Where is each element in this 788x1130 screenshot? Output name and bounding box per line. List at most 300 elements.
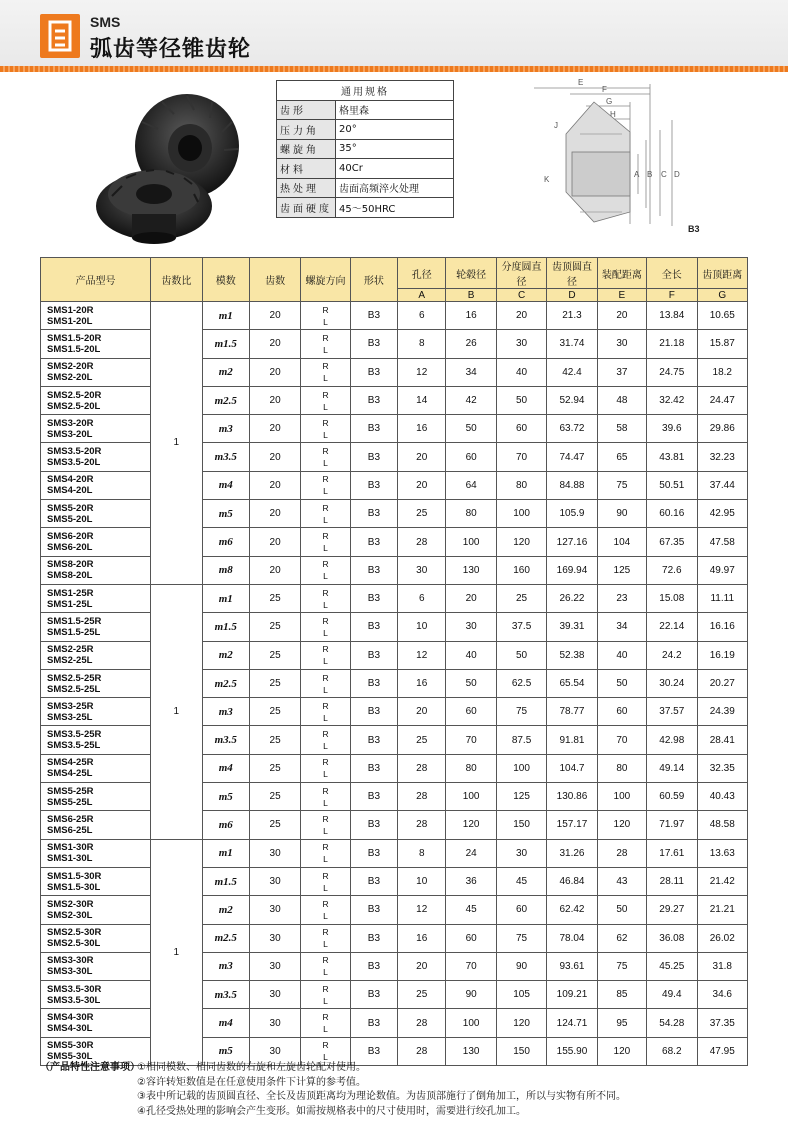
diagram-label: C — [661, 170, 667, 179]
dimension-b-cell: 34 — [446, 358, 496, 386]
shape-cell: B3 — [350, 302, 397, 330]
model-code-left: SMS2-20L — [47, 372, 93, 384]
diagram-label: B — [647, 170, 653, 179]
diagram-label: H — [610, 110, 616, 119]
spec-value: 45～50HRC — [336, 198, 454, 218]
dimension-d-cell: 84.88 — [547, 471, 597, 499]
dimension-a-cell: 6 — [398, 302, 446, 330]
dimension-c-cell: 125 — [496, 783, 546, 811]
shape-cell: B3 — [350, 698, 397, 726]
table-row — [41, 358, 748, 386]
helix-direction-cell — [301, 386, 350, 414]
direction-left: L — [323, 684, 328, 695]
direction-left: L — [323, 967, 328, 978]
dimension-e-cell: 20 — [597, 302, 646, 330]
module-cell: m6 — [202, 811, 249, 839]
model-code-right: SMS4-20R — [47, 474, 94, 486]
note-line: ③表中所记载的齿顶圆直径、全长及齿顶距离均为理论数值。为齿顶部施行了倒角加工，所以与实物有所不同。 — [137, 1091, 626, 1102]
dimension-b-cell: 100 — [446, 1009, 496, 1037]
dimension-a-cell: 20 — [398, 471, 446, 499]
column-header: 孔径 — [398, 258, 446, 289]
direction-right: R — [322, 955, 329, 966]
dimension-a-cell: 8 — [398, 330, 446, 358]
dimension-d-cell: 52.94 — [547, 386, 597, 414]
dimension-a-cell: 10 — [398, 867, 446, 895]
column-header: 螺旋方向 — [301, 258, 350, 302]
teeth-cell: 30 — [249, 896, 300, 924]
model-code-left: SMS3-25L — [47, 711, 93, 723]
dimension-d-cell: 31.74 — [547, 330, 597, 358]
table-row — [41, 471, 748, 499]
helix-direction-cell — [301, 443, 350, 471]
model-code-left: SMS3.5-25L — [47, 740, 101, 752]
dimension-e-cell: 75 — [597, 952, 646, 980]
dimension-e-cell: 23 — [597, 584, 646, 612]
model-cell — [41, 443, 151, 471]
direction-left: L — [323, 373, 328, 384]
column-header: 形状 — [350, 258, 397, 302]
dimension-c-cell: 70 — [496, 443, 546, 471]
model-code-left: SMS4-20L — [47, 485, 93, 497]
dimension-c-cell: 75 — [496, 924, 546, 952]
module-cell: m2.5 — [202, 924, 249, 952]
model-code-left: SMS2.5-30L — [47, 938, 101, 950]
dimension-a-cell: 12 — [398, 641, 446, 669]
dimension-a-cell: 6 — [398, 584, 446, 612]
dimension-g-cell: 42.95 — [697, 500, 748, 528]
shape-cell: B3 — [350, 867, 397, 895]
shape-cell: B3 — [350, 556, 397, 584]
dimension-a-cell: 25 — [398, 500, 446, 528]
dimension-d-cell: 127.16 — [547, 528, 597, 556]
model-code-left: SMS3.5-20L — [47, 457, 101, 469]
model-code-right: SMS4-30R — [47, 1012, 94, 1024]
direction-left: L — [323, 741, 328, 752]
shape-cell: B3 — [350, 1037, 397, 1065]
column-subheader: E — [597, 289, 646, 302]
direction-left: L — [323, 939, 328, 950]
dimension-b-cell: 24 — [446, 839, 496, 867]
dimension-e-cell: 60 — [597, 698, 646, 726]
helix-direction-cell — [301, 471, 350, 499]
teeth-cell: 30 — [249, 867, 300, 895]
model-code-left: SMS2-30L — [47, 909, 93, 921]
direction-left: L — [323, 769, 328, 780]
module-cell: m3 — [202, 415, 249, 443]
model-cell — [41, 528, 151, 556]
dimension-b-cell: 50 — [446, 415, 496, 443]
model-cell — [41, 584, 151, 612]
dimension-c-cell: 20 — [496, 302, 546, 330]
dimension-a-cell: 28 — [398, 528, 446, 556]
module-cell: m3.5 — [202, 981, 249, 1009]
gear-ratio-cell: 1 — [151, 839, 202, 1065]
dimension-d-cell: 157.17 — [547, 811, 597, 839]
module-cell: m2 — [202, 358, 249, 386]
dimension-g-cell: 16.19 — [697, 641, 748, 669]
model-code-right: SMS5-25R — [47, 785, 94, 797]
teeth-cell: 20 — [249, 528, 300, 556]
dimension-d-cell: 104.7 — [547, 754, 597, 782]
model-cell — [41, 330, 151, 358]
direction-right: R — [322, 389, 329, 400]
dimension-d-cell: 52.38 — [547, 641, 597, 669]
direction-right: R — [322, 1040, 329, 1051]
dimension-f-cell: 37.57 — [647, 698, 697, 726]
direction-right: R — [322, 898, 329, 909]
dimension-g-cell: 47.58 — [697, 528, 748, 556]
module-cell: m3 — [202, 698, 249, 726]
dimension-g-cell: 16.16 — [697, 613, 748, 641]
model-code-left: SMS8-20L — [47, 570, 93, 582]
direction-right: R — [322, 842, 329, 853]
shape-cell: B3 — [350, 584, 397, 612]
table-row — [41, 443, 748, 471]
module-cell: m5 — [202, 1037, 249, 1065]
dimension-g-cell: 20.27 — [697, 669, 748, 697]
dimension-c-cell: 25 — [496, 584, 546, 612]
note-line: ②容许转矩数值是在任意使用条件下计算的参考值。 — [137, 1076, 366, 1088]
dimension-g-cell: 21.42 — [697, 867, 748, 895]
model-code-left: SMS1.5-30L — [47, 881, 101, 893]
dimension-b-cell: 20 — [446, 584, 496, 612]
dimension-b-cell: 100 — [446, 528, 496, 556]
spec-key: 螺旋角 — [277, 139, 336, 159]
dimension-b-cell: 36 — [446, 867, 496, 895]
dimension-a-cell: 20 — [398, 443, 446, 471]
module-cell: m3.5 — [202, 443, 249, 471]
direction-right: R — [322, 757, 329, 768]
dimension-a-cell: 16 — [398, 415, 446, 443]
helix-direction-cell — [301, 981, 350, 1009]
dimension-g-cell: 15.87 — [697, 330, 748, 358]
model-code-left: SMS5-25L — [47, 796, 93, 808]
helix-direction-cell — [301, 641, 350, 669]
diagram-label: F — [602, 85, 607, 94]
teeth-cell: 20 — [249, 358, 300, 386]
helix-direction-cell — [301, 330, 350, 358]
helix-direction-cell — [301, 867, 350, 895]
dimension-g-cell: 24.47 — [697, 386, 748, 414]
model-cell — [41, 924, 151, 952]
model-cell — [41, 386, 151, 414]
shape-cell: B3 — [350, 386, 397, 414]
direction-right: R — [322, 644, 329, 655]
dimension-a-cell: 30 — [398, 556, 446, 584]
dimension-f-cell: 29.27 — [647, 896, 697, 924]
dimension-g-cell: 11.11 — [697, 584, 748, 612]
column-header: 产品型号 — [41, 258, 151, 302]
model-code-left: SMS2.5-20L — [47, 400, 101, 412]
dimension-diagram — [526, 74, 710, 238]
dimension-e-cell: 75 — [597, 471, 646, 499]
dimension-b-cell: 45 — [446, 896, 496, 924]
shape-cell: B3 — [350, 952, 397, 980]
dimension-a-cell: 28 — [398, 1037, 446, 1065]
spec-key: 齿面硬度 — [277, 198, 336, 218]
model-code-right: SMS1-25R — [47, 587, 94, 599]
spec-key: 齿形 — [277, 100, 336, 120]
dimension-b-cell: 120 — [446, 811, 496, 839]
helix-direction-cell — [301, 952, 350, 980]
dimension-b-cell: 30 — [446, 613, 496, 641]
module-cell: m3.5 — [202, 726, 249, 754]
table-row — [41, 698, 748, 726]
dimension-g-cell: 47.95 — [697, 1037, 748, 1065]
dimension-g-cell: 48.58 — [697, 811, 748, 839]
dimension-b-cell: 50 — [446, 669, 496, 697]
dimension-e-cell: 37 — [597, 358, 646, 386]
model-code-right: SMS2.5-25R — [47, 672, 102, 684]
dimension-e-cell: 40 — [597, 641, 646, 669]
model-code-right: SMS3.5-25R — [47, 729, 102, 741]
dimension-a-cell: 8 — [398, 839, 446, 867]
table-row — [41, 641, 748, 669]
column-subheader: G — [697, 289, 748, 302]
direction-left: L — [323, 1024, 328, 1035]
spec-value: 20° — [336, 120, 454, 140]
notes-label: （产品特性注意事项） — [40, 1062, 140, 1073]
column-header: 装配距离 — [597, 258, 646, 289]
shape-cell: B3 — [350, 500, 397, 528]
module-cell: m2 — [202, 896, 249, 924]
helix-direction-cell — [301, 839, 350, 867]
direction-left: L — [323, 458, 328, 469]
dimension-c-cell: 150 — [496, 811, 546, 839]
direction-right: R — [322, 531, 329, 542]
model-code-right: SMS1.5-30R — [47, 870, 102, 882]
dimension-c-cell: 100 — [496, 754, 546, 782]
model-code-right: SMS1.5-20R — [47, 332, 102, 344]
teeth-cell: 20 — [249, 443, 300, 471]
module-cell: m1 — [202, 302, 249, 330]
direction-left: L — [323, 429, 328, 440]
dimension-e-cell: 58 — [597, 415, 646, 443]
direction-right: R — [322, 927, 329, 938]
dimension-f-cell: 32.42 — [647, 386, 697, 414]
page-title: 弧齿等径锥齿轮 — [90, 37, 252, 62]
table-row — [41, 726, 748, 754]
teeth-cell: 25 — [249, 726, 300, 754]
teeth-cell: 25 — [249, 783, 300, 811]
dimension-f-cell: 72.6 — [647, 556, 697, 584]
direction-right: R — [322, 700, 329, 711]
model-code-right: SMS2.5-30R — [47, 927, 102, 939]
dimension-e-cell: 34 — [597, 613, 646, 641]
table-row — [41, 896, 748, 924]
model-cell — [41, 302, 151, 330]
dimension-b-cell: 100 — [446, 783, 496, 811]
dimension-g-cell: 32.35 — [697, 754, 748, 782]
dimension-d-cell: 74.47 — [547, 443, 597, 471]
table-row — [41, 952, 748, 980]
helix-direction-cell — [301, 613, 350, 641]
model-cell — [41, 698, 151, 726]
teeth-cell: 25 — [249, 669, 300, 697]
dimension-a-cell: 28 — [398, 754, 446, 782]
table-row — [41, 754, 748, 782]
model-code-right: SMS2-20R — [47, 361, 94, 373]
column-header: 分度圆直径 — [496, 258, 546, 289]
module-cell: m6 — [202, 528, 249, 556]
dimension-b-cell: 80 — [446, 754, 496, 782]
table-row — [41, 867, 748, 895]
dimension-f-cell: 17.61 — [647, 839, 697, 867]
teeth-cell: 20 — [249, 556, 300, 584]
dimension-f-cell: 49.4 — [647, 981, 697, 1009]
table-row — [41, 981, 748, 1009]
dimension-b-cell: 64 — [446, 471, 496, 499]
dimension-b-cell: 130 — [446, 1037, 496, 1065]
dimension-g-cell: 21.21 — [697, 896, 748, 924]
dimension-a-cell: 20 — [398, 698, 446, 726]
model-cell — [41, 896, 151, 924]
shape-cell: B3 — [350, 330, 397, 358]
column-header: 齿数比 — [151, 258, 202, 302]
direction-left: L — [323, 995, 328, 1006]
model-code-left: SMS5-30L — [47, 1051, 93, 1063]
dimension-g-cell: 49.97 — [697, 556, 748, 584]
model-code-left: SMS1-25L — [47, 598, 93, 610]
direction-left: L — [323, 854, 328, 865]
dimension-a-cell: 20 — [398, 952, 446, 980]
dimension-b-cell: 16 — [446, 302, 496, 330]
model-code-right: SMS1.5-25R — [47, 615, 102, 627]
dimension-g-cell: 40.43 — [697, 783, 748, 811]
direction-left: L — [323, 401, 328, 412]
module-cell: m5 — [202, 500, 249, 528]
dimension-e-cell: 80 — [597, 754, 646, 782]
dimension-d-cell: 63.72 — [547, 415, 597, 443]
model-code-right: SMS4-25R — [47, 757, 94, 769]
direction-right: R — [322, 559, 329, 570]
teeth-cell: 25 — [249, 641, 300, 669]
dimension-b-cell: 70 — [446, 726, 496, 754]
dimension-c-cell: 90 — [496, 952, 546, 980]
helix-direction-cell — [301, 358, 350, 386]
diagram-label: E — [578, 78, 584, 87]
dimension-d-cell: 42.4 — [547, 358, 597, 386]
shape-cell: B3 — [350, 924, 397, 952]
helix-direction-cell — [301, 726, 350, 754]
dimension-d-cell: 124.71 — [547, 1009, 597, 1037]
table-body — [41, 302, 748, 1066]
shape-cell: B3 — [350, 754, 397, 782]
dimension-g-cell: 37.35 — [697, 1009, 748, 1037]
model-code-right: SMS3-20R — [47, 417, 94, 429]
diagram-label: A — [634, 170, 640, 179]
dimension-d-cell: 65.54 — [547, 669, 597, 697]
teeth-cell: 25 — [249, 698, 300, 726]
dimension-c-cell: 37.5 — [496, 613, 546, 641]
note-line: ④孔径受热处理的影响会产生变形。如需按规格表中的尺寸使用时，需要进行绞孔加工。 — [137, 1105, 526, 1117]
model-cell — [41, 358, 151, 386]
dimension-d-cell: 39.31 — [547, 613, 597, 641]
dimension-f-cell: 22.14 — [647, 613, 697, 641]
note-line: ①相同模数、相同齿数的右旋和左旋齿轮配对使用。 — [137, 1062, 366, 1073]
spec-value: 40Cr — [336, 159, 454, 179]
direction-left: L — [323, 656, 328, 667]
diagram-label: K — [544, 175, 550, 184]
teeth-cell: 20 — [249, 500, 300, 528]
model-cell — [41, 867, 151, 895]
model-code-right: SMS3-25R — [47, 700, 94, 712]
product-spec-table — [40, 257, 748, 1066]
dimension-e-cell: 70 — [597, 726, 646, 754]
dimension-a-cell: 12 — [398, 358, 446, 386]
dimension-a-cell: 28 — [398, 811, 446, 839]
dimension-c-cell: 150 — [496, 1037, 546, 1065]
header-divider — [0, 66, 788, 72]
dimension-c-cell: 105 — [496, 981, 546, 1009]
model-code-left: SMS6-20L — [47, 542, 93, 554]
direction-left: L — [323, 514, 328, 525]
shape-cell: B3 — [350, 811, 397, 839]
dimension-c-cell: 120 — [496, 528, 546, 556]
dimension-e-cell: 120 — [597, 1037, 646, 1065]
direction-left: L — [323, 316, 328, 327]
spec-title: 通用规格 — [277, 81, 454, 101]
dimension-g-cell: 13.63 — [697, 839, 748, 867]
spec-value: 格里森 — [336, 100, 454, 120]
dimension-d-cell: 130.86 — [547, 783, 597, 811]
model-code-left: SMS3-30L — [47, 966, 93, 978]
dimension-f-cell: 43.81 — [647, 443, 697, 471]
shape-cell: B3 — [350, 471, 397, 499]
dimension-d-cell: 31.26 — [547, 839, 597, 867]
model-code-left: SMS2.5-25L — [47, 683, 101, 695]
column-header: 齿数 — [249, 258, 300, 302]
dimension-b-cell: 26 — [446, 330, 496, 358]
model-cell — [41, 952, 151, 980]
model-code-right: SMS3-30R — [47, 955, 94, 967]
dimension-b-cell: 40 — [446, 641, 496, 669]
dimension-g-cell: 29.86 — [697, 415, 748, 443]
dimension-f-cell: 50.51 — [647, 471, 697, 499]
helix-direction-cell — [301, 528, 350, 556]
dimension-e-cell: 30 — [597, 330, 646, 358]
column-header: 齿顶圆直径 — [547, 258, 597, 289]
shape-cell: B3 — [350, 896, 397, 924]
dimension-e-cell: 50 — [597, 896, 646, 924]
direction-left: L — [323, 627, 328, 638]
teeth-cell: 30 — [249, 1009, 300, 1037]
teeth-cell: 25 — [249, 584, 300, 612]
bevel-gear-photo — [92, 74, 262, 250]
model-code-left: SMS4-30L — [47, 1023, 93, 1035]
shape-cell: B3 — [350, 669, 397, 697]
direction-left: L — [323, 599, 328, 610]
dimension-g-cell: 10.65 — [697, 302, 748, 330]
model-cell — [41, 754, 151, 782]
table-row — [41, 669, 748, 697]
model-code-left: SMS1.5-20L — [47, 343, 101, 355]
dimension-g-cell: 31.8 — [697, 952, 748, 980]
direction-left: L — [323, 712, 328, 723]
dimension-d-cell: 109.21 — [547, 981, 597, 1009]
teeth-cell: 30 — [249, 839, 300, 867]
table-row — [41, 783, 748, 811]
direction-right: R — [322, 813, 329, 824]
dimension-e-cell: 95 — [597, 1009, 646, 1037]
helix-direction-cell — [301, 924, 350, 952]
table-row — [41, 386, 748, 414]
teeth-cell: 30 — [249, 952, 300, 980]
dimension-b-cell: 80 — [446, 500, 496, 528]
dimension-b-cell: 130 — [446, 556, 496, 584]
model-cell — [41, 726, 151, 754]
dimension-c-cell: 50 — [496, 641, 546, 669]
